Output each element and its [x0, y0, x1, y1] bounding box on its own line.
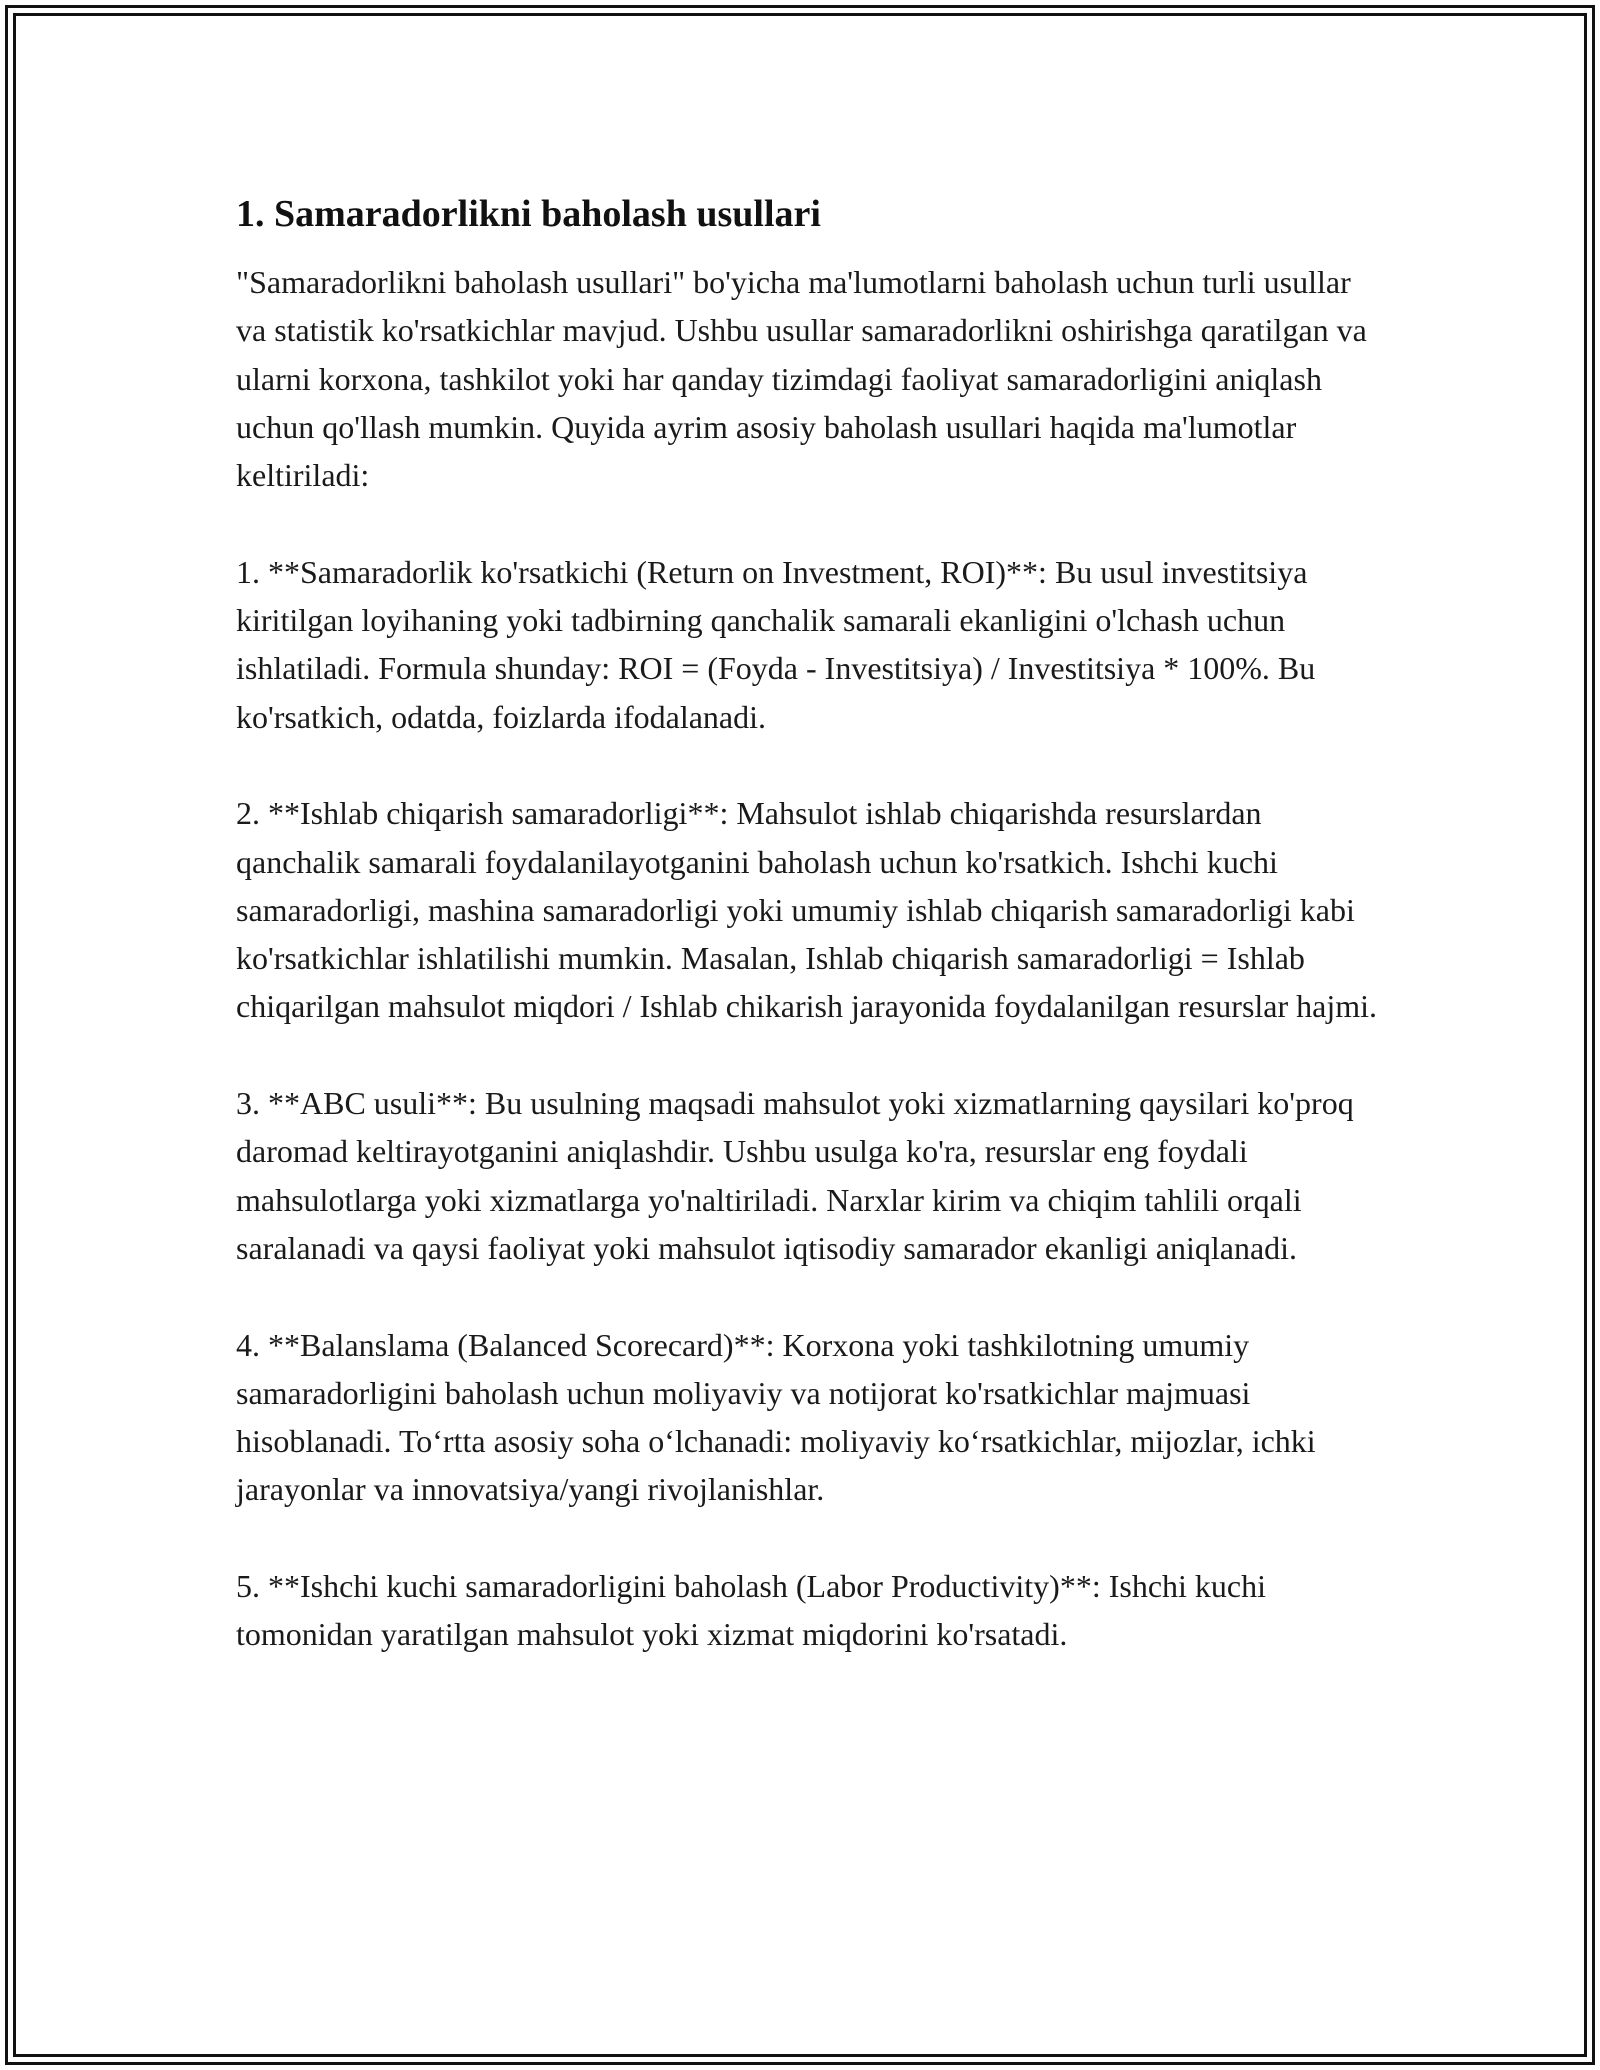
- document-body: [236, 182, 1386, 1707]
- section-heading: 1. Samaradorlikni baholash usullari: [236, 193, 821, 235]
- method-balanced-scorecard-paragraph: 4. **Balanslama (Balanced Scorecard)**: Korxona yoki tashkilotning umumiy samaradorligini baholash uchun moliyaviy va notijorat ko'rsatkichlar majmuasi hisoblanadi. To‘rtta asosiy soha o‘lchanadi: moliyaviy ko‘rsatkichlar, mijozlar, ichki jarayonlar va innovatsiya/yangi rivojlanishlar.: [236, 1326, 1316, 1508]
- intro-paragraph: "Samaradorlikni baholash usullari" bo'yicha ma'lumotlarni baholash uchun turli usullar va statistik ko'rsatkichlar mavjud. Ushbu usullar samaradorlikni oshirishga qaratilgan va ularni korxona, tashkilot yoki har qanday tizimdagi faoliyat samaradorligini aniqlash uchun qo'llash mumkin. Quyida ayrim asosiy baholash usullari haqida ma'lumotlar keltiriladi:: [236, 264, 1367, 494]
- method-roi-paragraph: 1. **Samaradorlik ko'rsatkichi (Return on Investment, ROI)**: Bu usul investitsiya kiritilgan loyihaning yoki tadbirning qanchalik samarali ekanligini o'lchash uchun ishlatiladi. Formula shunday: ROI = (Foyda - Investitsiya) / Investitsiya * 100%. Bu ko'rsatkich, odatda, foizlarda ifodalanadi.: [236, 553, 1316, 735]
- method-abc-paragraph: 3. **ABC usuli**: Bu usulning maqsadi mahsulot yoki xizmatlarning qaysilari ko'proq daromad keltirayotganini aniqlashdir. Ushbu usulga ko'ra, resurslar eng foydali mahsulotlarga yoki xizmatlarga yo'naltiriladi. Narxlar kirim va chiqim tahlili orqali saralanadi va qaysi faoliyat yoki mahsulot iqtisodiy samarador ekanligi aniqlanadi.: [236, 1085, 1354, 1266]
- method-labor-productivity-paragraph: 5. **Ishchi kuchi samaradorligini baholash (Labor Productivity)**: Ishchi kuchi tomonidan yaratilgan mahsulot yoki xizmat miqdorini ko'rsatadi.: [236, 1568, 1266, 1653]
- method-production-efficiency-paragraph: 2. **Ishlab chiqarish samaradorligi**: Mahsulot ishlab chiqarishda resurslardan qanchalik samarali foydalanilayotganini baholash uchun ko'rsatkich. Ishchi kuchi samaradorligi, mashina samaradorligi yoki umumiy ishlab chiqarish samaradorligi kabi ko'rsatkichlar ishlatilishi mumkin. Masalan, Ishlab chiqarish samaradorligi = Ishlab chiqarilgan mahsulot miqdori / Ishlab chikarish jarayonida foydalanilgan resurslar hajmi.: [236, 795, 1378, 1025]
